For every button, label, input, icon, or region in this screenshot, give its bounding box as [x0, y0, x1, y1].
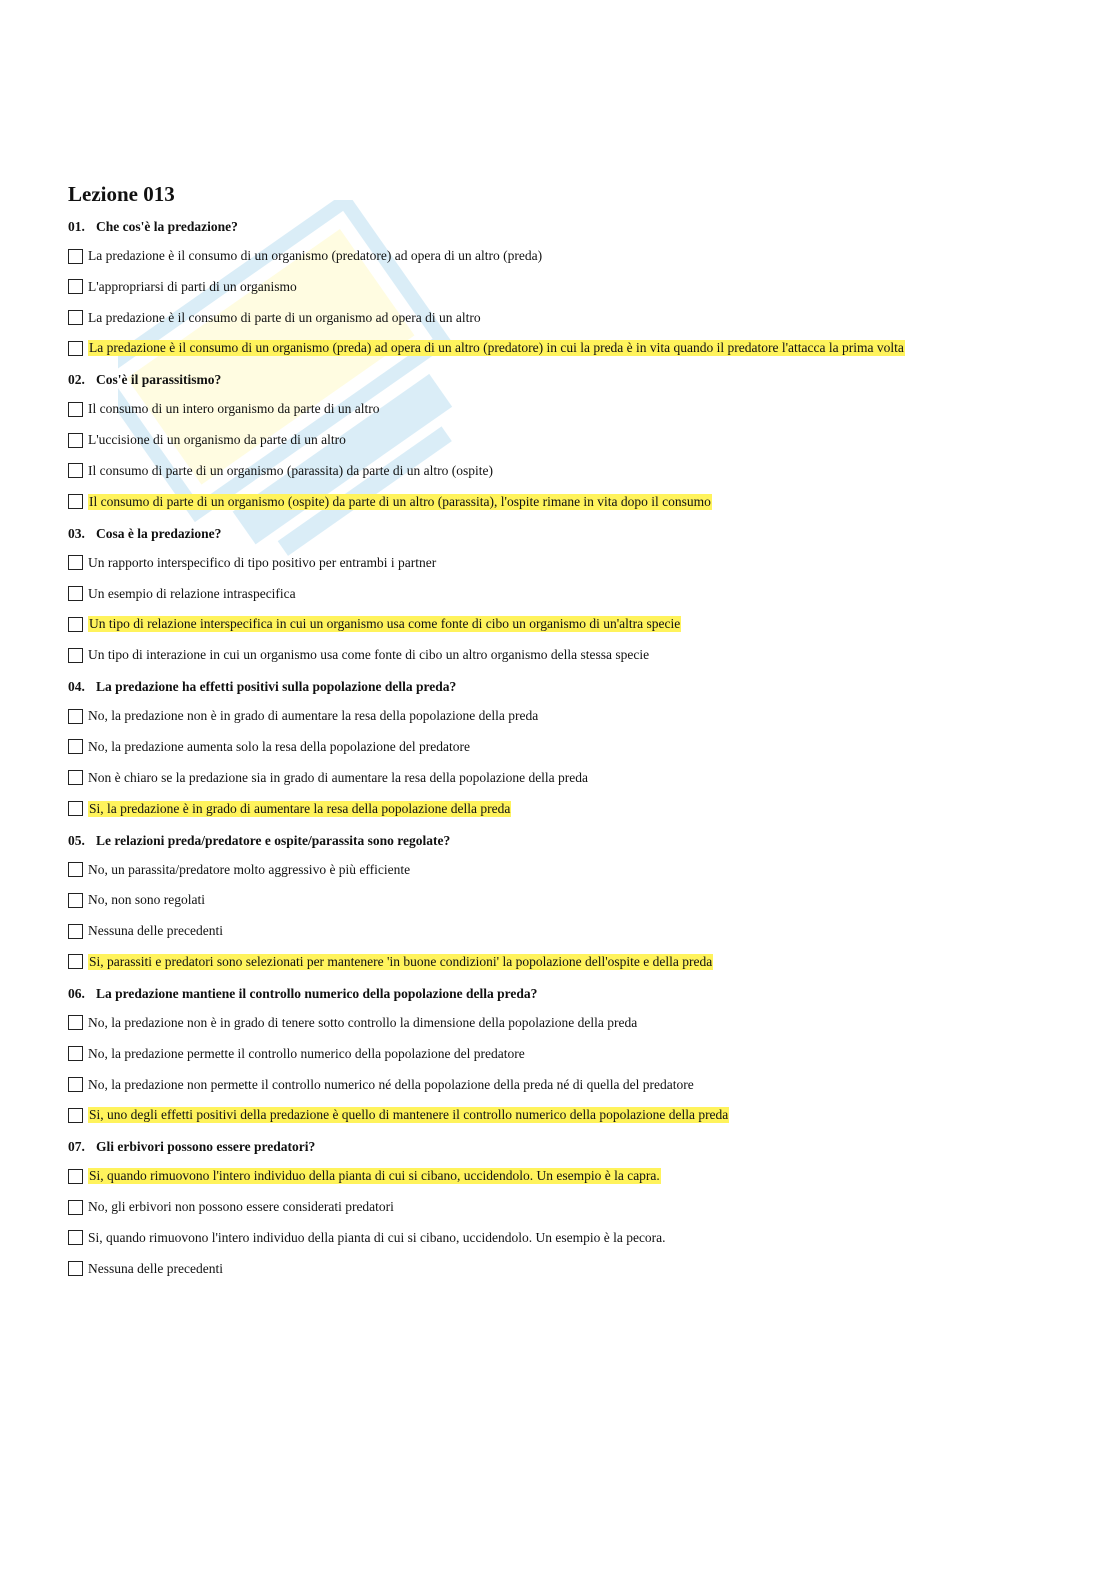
answer-text: Il consumo di parte di un organismo (parassita) da parte di un altro (ospite)	[88, 462, 494, 478]
question-number: 01.	[68, 219, 85, 234]
question-heading	[68, 1137, 1048, 1157]
answer-text: La predazione è il consumo di un organismo (predatore) ad opera di un altro (preda)	[88, 248, 543, 263]
answer-option[interactable]	[68, 553, 1048, 573]
quiz-content	[68, 180, 1048, 1291]
answer-checkbox[interactable]	[68, 555, 83, 570]
answer-text: No, non sono regolati	[88, 892, 205, 908]
correct-answer-text: Si, uno degli effetti positivi della predazione è quello di mantenere il controllo numerico della popolazione della preda	[89, 1107, 729, 1123]
answer-option[interactable]	[68, 1013, 1048, 1033]
answer-checkbox[interactable]	[68, 463, 83, 478]
question-heading	[68, 831, 1048, 851]
answer-option[interactable]	[68, 277, 1048, 297]
answer-text: Non è chiaro se la predazione sia in grado di aumentare la resa della popolazione della preda	[88, 769, 589, 785]
lesson-title: Lezione 013	[68, 182, 175, 206]
answer-checkbox[interactable]	[68, 1077, 83, 1092]
answer-text: Si, quando rimuovono l'intero individuo della pianta di cui si cibano, uccidendolo. Un esempio è la pecora.	[88, 1229, 666, 1245]
answer-checkbox[interactable]	[68, 770, 83, 785]
answer-option[interactable]	[68, 1166, 1048, 1186]
answer-text: No, la predazione aumenta solo la resa della popolazione del predatore	[88, 738, 470, 754]
answer-option[interactable]	[68, 799, 1048, 819]
question-text: Cos'è il parassitismo?	[96, 372, 222, 388]
answer-text: L'uccisione di un organismo da parte di un altro	[88, 432, 346, 448]
answer-checkbox[interactable]	[68, 310, 83, 325]
question-list	[68, 217, 1048, 1279]
answer-checkbox[interactable]	[68, 402, 83, 417]
answer-option[interactable]	[68, 1259, 1048, 1279]
answer-checkbox[interactable]	[68, 433, 83, 448]
answer-text: L'appropriarsi di parti di un organismo	[88, 278, 297, 294]
answer-checkbox[interactable]	[68, 586, 83, 601]
question-text: Che cos'è la predazione?	[96, 219, 238, 234]
answer-text: La predazione è il consumo di parte di un organismo ad opera di un altro	[88, 309, 481, 325]
answer-option[interactable]	[68, 1044, 1048, 1064]
answer-option[interactable]	[68, 338, 1048, 358]
answer-option[interactable]	[68, 706, 1048, 726]
question-text: Cosa è la predazione?	[96, 525, 222, 541]
answer-checkbox[interactable]	[68, 1015, 83, 1030]
answer-text: Nessuna delle precedenti	[88, 923, 223, 939]
answer-option[interactable]	[68, 1228, 1048, 1248]
question-number: 03.	[68, 525, 85, 541]
answer-option[interactable]	[68, 1197, 1048, 1217]
question-text: Le relazioni preda/predatore e ospite/parassita sono regolate?	[96, 832, 451, 848]
answer-checkbox[interactable]	[68, 709, 83, 724]
correct-answer-text: Un tipo di relazione interspecifica in cui un organismo usa come fonte di cibo un organismo di un'altra specie	[89, 616, 681, 632]
question-block	[68, 217, 1048, 358]
question-text: La predazione mantiene il controllo numerico della popolazione della preda?	[96, 985, 538, 1001]
answer-option[interactable]	[68, 308, 1048, 328]
answer-checkbox[interactable]	[68, 1108, 83, 1123]
correct-answer-text: La predazione è il consumo di un organismo (preda) ad opera di un altro (predatore) in cui la preda è in vita quando il predatore l'attacca la prima volta	[89, 340, 904, 356]
answer-checkbox[interactable]	[68, 1046, 83, 1061]
answer-option[interactable]	[68, 1075, 1048, 1095]
correct-answer-text: Si, la predazione è in grado di aumentare la resa della popolazione della preda	[89, 800, 511, 816]
answer-checkbox[interactable]	[68, 249, 83, 264]
question-block	[68, 1137, 1048, 1278]
answer-option[interactable]	[68, 737, 1048, 757]
answer-text: Il consumo di un intero organismo da parte di un altro	[88, 401, 380, 417]
answer-checkbox[interactable]	[68, 1261, 83, 1276]
answer-option[interactable]	[68, 461, 1048, 481]
correct-answer-text: Si, parassiti e predatori sono selezionati per mantenere 'in buone condizioni' la popolazione dell'ospite e della preda	[89, 953, 713, 969]
correct-answer-text: Il consumo di parte di un organismo (ospite) da parte di un altro (parassita), l'ospite rimane in vita dopo il consumo	[89, 493, 711, 509]
answer-option[interactable]	[68, 399, 1048, 419]
question-heading	[68, 217, 1048, 237]
answer-text: Nessuna delle precedenti	[88, 1260, 223, 1276]
answer-option[interactable]	[68, 614, 1048, 634]
answer-text: No, la predazione non è in grado di aumentare la resa della popolazione della preda	[88, 708, 539, 724]
answer-checkbox[interactable]	[68, 341, 83, 356]
answer-option[interactable]	[68, 1105, 1048, 1125]
answer-checkbox[interactable]	[68, 1230, 83, 1245]
answer-option[interactable]	[68, 492, 1048, 512]
question-number: 04.	[68, 679, 85, 695]
answer-option[interactable]	[68, 768, 1048, 788]
answer-text: Un esempio di relazione intraspecifica	[88, 585, 296, 601]
answer-option[interactable]	[68, 921, 1048, 941]
answer-checkbox[interactable]	[68, 494, 83, 509]
question-number: 06.	[68, 985, 85, 1001]
question-block	[68, 984, 1048, 1125]
question-number: 05.	[68, 832, 85, 848]
question-heading	[68, 524, 1048, 544]
answer-option[interactable]	[68, 860, 1048, 880]
question-block	[68, 524, 1048, 665]
answer-text: No, un parassita/predatore molto aggressivo è più efficiente	[88, 861, 411, 877]
answer-checkbox[interactable]	[68, 1169, 83, 1184]
answer-checkbox[interactable]	[68, 893, 83, 908]
answer-checkbox[interactable]	[68, 617, 83, 632]
answer-text: No, la predazione non permette il controllo numerico né della popolazione della preda né di quella del predatore	[88, 1076, 694, 1092]
answer-checkbox[interactable]	[68, 862, 83, 877]
answer-checkbox[interactable]	[68, 801, 83, 816]
question-number: 07.	[68, 1139, 85, 1155]
answer-text: Un tipo di interazione in cui un organismo usa come fonte di cibo un altro organismo della stessa specie	[88, 647, 650, 663]
question-number: 02.	[68, 372, 85, 388]
correct-answer-text: Si, quando rimuovono l'intero individuo della pianta di cui si cibano, uccidendolo. Un esempio è la capra.	[89, 1168, 660, 1184]
answer-option[interactable]	[68, 890, 1048, 910]
question-block	[68, 831, 1048, 972]
question-text: Gli erbivori possono essere predatori?	[96, 1139, 316, 1155]
answer-checkbox[interactable]	[68, 279, 83, 294]
question-block	[68, 370, 1048, 511]
answer-checkbox[interactable]	[68, 1200, 83, 1215]
answer-text: No, la predazione non è in grado di tenere sotto controllo la dimensione della popolazione della preda	[88, 1014, 638, 1030]
answer-text: Un rapporto interspecifico di tipo positivo per entrambi i partner	[88, 554, 437, 570]
question-block	[68, 677, 1048, 818]
answer-option[interactable]	[68, 430, 1048, 450]
answer-checkbox[interactable]	[68, 954, 83, 969]
answer-checkbox[interactable]	[68, 924, 83, 939]
answer-option[interactable]	[68, 246, 1048, 266]
answer-checkbox[interactable]	[68, 648, 83, 663]
answer-text: No, la predazione permette il controllo numerico della popolazione del predatore	[88, 1045, 525, 1061]
answer-option[interactable]	[68, 645, 1048, 665]
answer-option[interactable]	[68, 584, 1048, 604]
question-heading	[68, 370, 1048, 390]
question-heading	[68, 677, 1048, 697]
answer-checkbox[interactable]	[68, 739, 83, 754]
question-text: La predazione ha effetti positivi sulla popolazione della preda?	[96, 679, 457, 695]
answer-text: No, gli erbivori non possono essere considerati predatori	[88, 1199, 394, 1215]
question-heading	[68, 984, 1048, 1004]
answer-option[interactable]	[68, 952, 1048, 972]
